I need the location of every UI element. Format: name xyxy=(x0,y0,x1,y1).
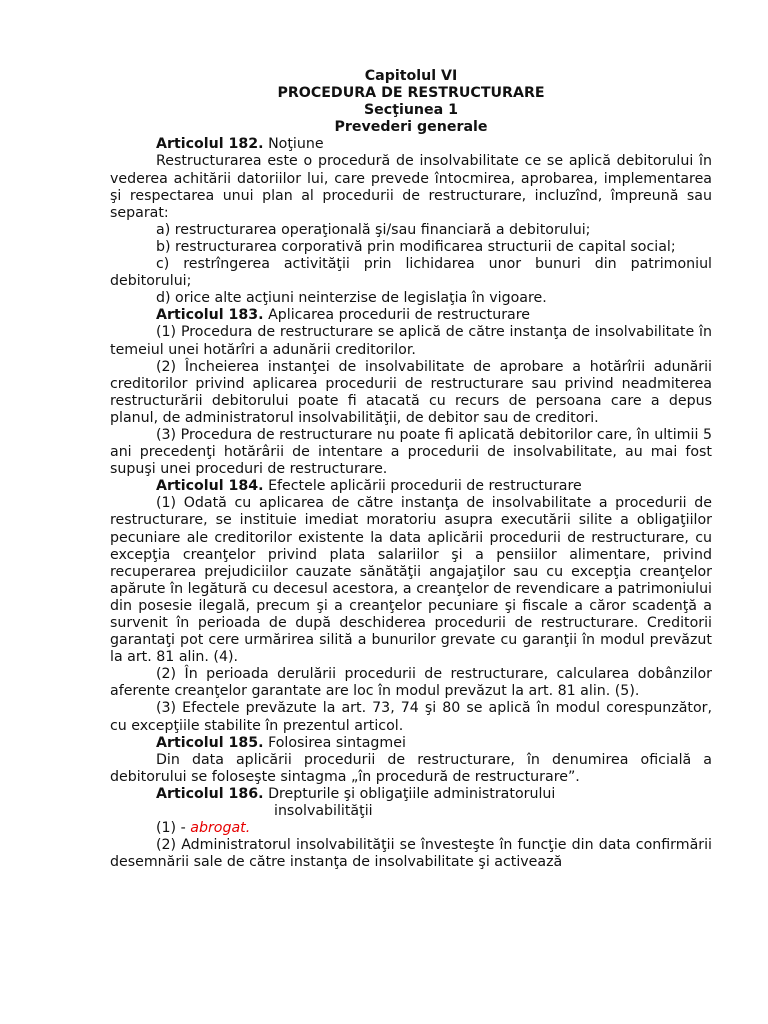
abrogat-label: abrogat. xyxy=(190,820,251,837)
article-186-heading xyxy=(110,786,712,803)
article-186-title-continued: insolvabilităţii xyxy=(274,803,373,820)
article-title: Aplicarea procedurii de restructurare xyxy=(263,307,530,324)
article-182-item-c: c) restrîngerea activităţii prin lichidarea unor bunuri din patrimoniul debitorului; xyxy=(110,256,712,290)
article-182-item-d: d) orice alte acţiuni neinterzise de legislaţia în vigoare. xyxy=(156,290,547,307)
article-182-item-b: b) restructurarea corporativă prin modificarea structurii de capital social; xyxy=(156,238,676,255)
article-186-paragraph-2: (2) Administratorul insolvabilităţii se învesteşte în funcţie din data confirmării desemnării sale de către instanţa de insolvabilitate şi activează xyxy=(110,837,712,871)
article-184-heading xyxy=(110,478,712,495)
article-184-paragraph-1: (1) Odată cu aplicarea de către instanţa de insolvabilitate a procedurii de restructurare, se instituie imediat moratoriu asupra executării silite a obligaţiilor pecuniare ale creditorilor existente la data aplicării procedurii de restructurare, cu excepţia creanţelor privind plata salariilor şi a pensiilor alimentare, privind recuperarea prejudiciilor cauzate sănătăţii angajaţilor sau cu excepţia creanţelor apărute în legătură cu decesul acestora, a creanţelor de revendicare a patrimoniului din posesie ilegală, precum şi a creanţelor pecuniare şi fiscale a căror scadenţă a survenit în perioada de după deschiderea procedurii de restructurare. Creditorii garantaţi pot cere urmărirea silită a bunurilor grevate cu garanţii în modul prevăzut la art. 81 alin. (4). xyxy=(110,495,712,666)
chapter-heading: Capitolul VI xyxy=(364,68,458,84)
article-183-paragraph-3: (3) Procedura de restructurare nu poate fi aplicată debitorilor care, în ultimii 5 ani precedenţi hotărârii de intentare a procedurii de insolvabilitate, au mai fost supuşi unei proceduri de restructurare. xyxy=(110,426,712,478)
article-185-heading xyxy=(110,735,712,752)
paragraph-prefix: (1) - xyxy=(156,820,191,837)
article-number: Articolul 183. xyxy=(156,307,264,324)
article-number: Articolul 182. xyxy=(156,136,264,153)
article-184-paragraph-2: (2) În perioada derulării procedurii de restructurare, calcularea dobânzilor aferente creanţelor garantate are loc în modul prevăzut la art. 81 alin. (5). xyxy=(110,666,712,700)
article-number: Articolul 184. xyxy=(156,478,264,495)
article-183-paragraph-1: (1) Procedura de restructurare se aplică de către instanţa de insolvabilitate în temeiul unei hotărîri a adunării creditorilor. xyxy=(110,324,712,358)
article-number: Articolul 186. xyxy=(156,785,264,802)
article-183-paragraph-2: (2) Încheierea instanţei de insolvabilitate de aprobare a hotărîrii adunării creditorilor privind aplicarea procedurii de restructurare sau privind neadmiterea restructurării debitorului poate fi atacată cu recurs de persoana care a depus planul, de administratorul insolvabilităţii, de debitor sau de creditori. xyxy=(110,358,712,426)
article-182-heading xyxy=(110,136,712,153)
article-title: Efectele aplicării procedurii de restructurare xyxy=(263,478,582,495)
article-number: Articolul 185. xyxy=(156,734,264,751)
article-183-heading xyxy=(110,307,712,324)
article-title: Drepturile şi obligaţiile administratorului xyxy=(263,785,556,802)
article-182-item-a: a) restructurarea operaţională şi/sau financiară a debitorului; xyxy=(156,221,591,238)
section-title: Prevederi generale xyxy=(334,119,488,136)
article-title: Noţiune xyxy=(263,136,324,153)
article-185-paragraph: Din data aplicării procedurii de restructurare, în denumirea oficială a debitorului se foloseşte sintagma „în procedură de restructurare”. xyxy=(110,751,712,785)
article-title: Folosirea sintagmei xyxy=(263,734,406,751)
article-182-paragraph: Restructurarea este o procedură de insolvabilitate ce se aplică debitorului în vederea achitării datoriilor lui, care prevede întocmirea, aprobarea, implementarea şi respectarea unui plan al procedurii de restructurare, incluzînd, împreună sau separat: xyxy=(110,153,712,221)
chapter-title: PROCEDURA DE RESTRUCTURARE xyxy=(277,85,545,102)
article-184-paragraph-3: (3) Efectele prevăzute la art. 73, 74 şi 80 se aplică în modul corespunzător, cu excepţiile stabilite în prezentul articol. xyxy=(110,700,712,734)
section-heading: Secţiunea 1 xyxy=(363,102,459,119)
document-page xyxy=(110,68,712,871)
article-186-paragraph-1 xyxy=(110,820,712,837)
